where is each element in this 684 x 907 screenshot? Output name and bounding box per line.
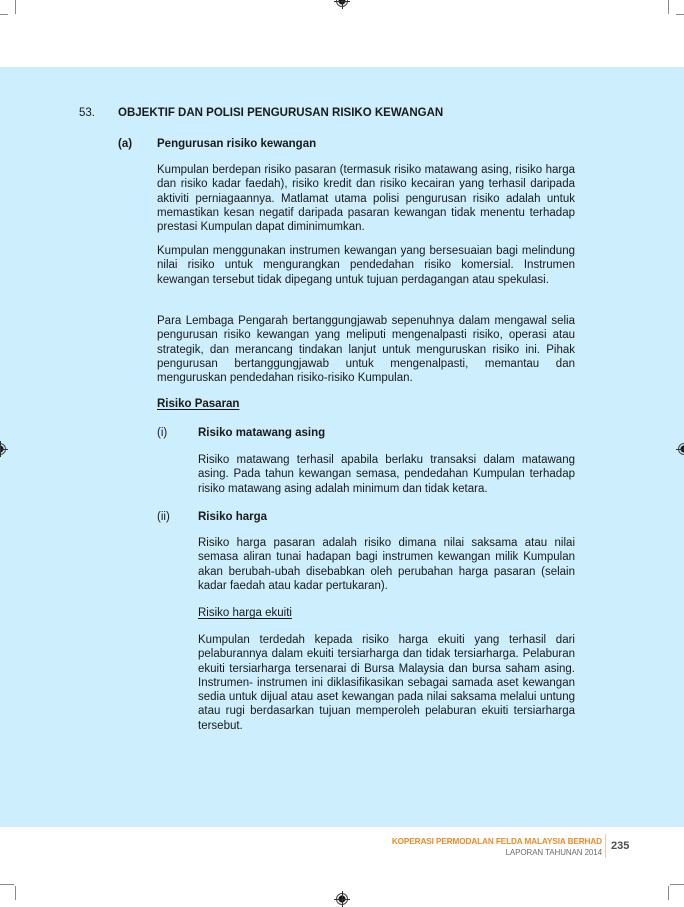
crop-mark-top-left xyxy=(0,14,8,15)
footer-organization: KOPERASI PERMODALAN FELDA MALAYSIA BERHAD xyxy=(391,837,602,846)
paragraph-1: Kumpulan berdepan risiko pasaran (termasuk risiko matawang asing, risiko harga dan risiko kadar faedah), risiko kredit dan risiko kecairan yang terhasil daripada aktiviti perniagaannya. Matlamat utama polisi pengurusan risiko adalah untuk memastikan kesan negatif daripada pasaran kewangan tidak menentu terhadap prestasi Kumpulan dapat diminimumkan. xyxy=(157,164,575,234)
registration-mark-top-icon xyxy=(336,0,348,7)
price-risk-paragraph: Risiko harga pasaran adalah risiko dimana nilai saksama atau nilai semasa aliran tunai hadapan bagi instrumen kewangan milik Kumpulan akan berubah-ubah disebabkan oleh perubahan harga pasaran (selain kadar faedah atau kadar pertukaran). xyxy=(198,537,575,592)
registration-mark-bottom-icon xyxy=(336,893,348,905)
subsection-label: (a) xyxy=(118,138,133,150)
registration-mark-right-icon xyxy=(678,443,684,455)
footer-divider xyxy=(605,834,606,858)
paragraph-3: Para Lembaga Pengarah bertanggungjawab sepenuhnya dalam mengawal selia pengurusan risiko kewangan yang meliputi mengenalpasti risiko, operasi atau strategik, dan merancang tindakan lanjut untuk menguruskan risiko ini. Pihak pengurusan bertanggungjawab untuk mengenalpasti, memantau dan menguruskan pendedahan risiko-risiko Kumpulan. xyxy=(157,315,575,385)
equity-price-risk-heading: Risiko harga ekuiti xyxy=(198,607,292,619)
item-title-foreign-currency: Risiko matawang asing xyxy=(198,427,326,439)
subsection-title: Pengurusan risiko kewangan xyxy=(157,138,317,150)
page-number: 235 xyxy=(611,840,630,852)
item-title-price-risk: Risiko harga xyxy=(198,511,268,523)
crop-mark-bottom-left xyxy=(15,886,16,900)
item-label-i: (i) xyxy=(157,427,168,439)
paragraph-2: Kumpulan menggunakan instrumen kewangan yang bersesuaian bagi melindung nilai risiko untuk mengurangkan pendedahan risiko komersial. Instrumen kewangan tersebut tidak dipegang untuk tujuan perdagangan atau spekulasi. xyxy=(157,245,575,286)
crop-mark-bottom-right xyxy=(670,884,684,885)
foreign-currency-paragraph: Risiko matawang terhasil apabila berlaku transaksi dalam matawang asing. Pada tahun kewangan semasa, pendedahan Kumpulan terhadap risiko matawang asing adalah minimum dan tidak ketara. xyxy=(198,454,575,495)
section-number: 53. xyxy=(79,107,95,119)
footer-report-title: LAPORAN TAHUNAN 2014 xyxy=(505,848,602,857)
crop-mark-top-right xyxy=(668,0,669,14)
section-title: OBJEKTIF DAN POLISI PENGURUSAN RISIKO KEWANGAN xyxy=(118,107,444,119)
item-label-ii: (ii) xyxy=(157,511,170,523)
crop-mark-bottom-left xyxy=(0,884,14,885)
market-risk-heading: Risiko Pasaran xyxy=(157,398,240,410)
crop-mark-top-left xyxy=(15,0,16,14)
crop-mark-bottom-right xyxy=(668,886,669,900)
crop-mark-top-right xyxy=(676,14,684,15)
equity-price-risk-paragraph: Kumpulan terdedah kepada risiko harga ekuiti yang terhasil dari pelaburannya dalam ekuiti tersiarharga dan tidak tersiarharga. Pelaburan ekuiti tersiarharga tersenarai di Bursa Malaysia dan bursa saham asing. Instrumen- instrumen ini diklasifikasikan sebagai samada aset kewangan sedia untuk dijual atau aset kewangan pada nilai saksama melalui untung atau rugi berdasarkan tujuan memperoleh pelaburan ekuiti tersiarharga tersebut. xyxy=(198,634,575,732)
